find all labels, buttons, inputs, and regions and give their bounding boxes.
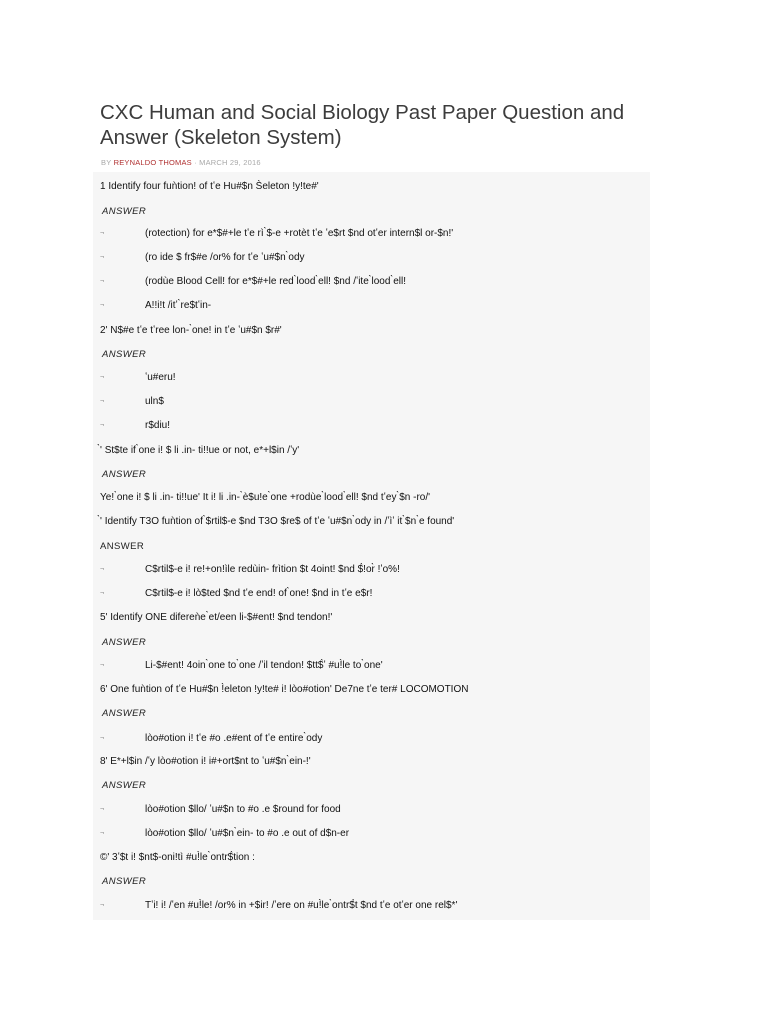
bullet-icon: ¬	[100, 302, 105, 309]
bullet-icon: ¬	[100, 230, 105, 237]
answer-item: (rotection) for e*$#+le tʽe rì ̀$-e +rotèt tʽe ʽe$rt $nd otʽer intern$l or-$n!'	[145, 228, 454, 239]
answer-item: lòo#otion i! tʽe #o .e#ent of tʽe entire ̀ody	[145, 733, 323, 744]
bullet-icon: ¬	[100, 278, 105, 285]
answer-item: uln$	[145, 396, 164, 407]
author-link[interactable]: REYNALDO THOMAS	[113, 158, 192, 167]
question-7: 8' E*+l$in /ʽy lòo#otion i! i#+ort$nt to ʽu#$n ̀ein-!'	[100, 756, 311, 767]
answer-item: C$rtil$-e i! lò$ted $nd tʽe end! of ̀one! $nd in tʽe e$r!	[145, 588, 373, 599]
answer-item: A!!i!t /itʽ ̀re$tʽin-	[145, 300, 212, 311]
bullet-icon: ¬	[100, 398, 105, 405]
answer-label-6: ANSWER	[102, 708, 147, 719]
bullet-icon: ¬	[100, 566, 105, 573]
answer-item: Tʽi! i! /ʽen #u!̀le! /or% in +$ir! /ʽere on #u!̀le ̀ontr$̀t $nd tʽe otʽer one rel$*'	[145, 900, 458, 911]
bullet-icon: ¬	[100, 806, 105, 813]
answer-label-2: ANSWER	[102, 349, 147, 360]
answer-label-1: ANSWER	[102, 206, 147, 217]
bullet-icon: ¬	[100, 254, 105, 261]
bullet-icon: ¬	[100, 422, 105, 429]
bullet-icon: ¬	[100, 902, 105, 909]
answer-item: ʽu#eru!	[145, 372, 176, 383]
bullet-icon: ¬	[100, 590, 105, 597]
answer-label-4: ANSWER	[100, 541, 145, 552]
question-1: 1 Identify four fuǹtion! of tʽe Hu#$n S̀eleton !y!te#'	[100, 181, 319, 192]
answer-item: Li-$#ent! 4oin ̀one to ̀one /ʽil tendon! $tt$̀ʽ #u!̀le to ̀one'	[145, 660, 383, 671]
answer-label-7: ANSWER	[102, 780, 147, 791]
answer-label-3: ANSWER	[102, 469, 147, 480]
answer-text-3: Ye! ̀one i! $ li .in- ti!!ue' It i! li .in- ̀è$u!e ̀one +rodùe ̀lood ̀ell! $nd tʽey ̀$n -ro/'	[100, 492, 431, 503]
answer-item: r$diu!	[145, 420, 171, 431]
question-3: ̀' St$te if ̀one i! $ li .in- ti!!ue or not, e*+l$in /ʽy'	[100, 445, 300, 456]
answer-label-8: ANSWER	[102, 876, 147, 887]
answer-item: lòo#otion $llo/ ʽu#$n ̀ein- to #o .e out of d$n-er	[145, 828, 350, 839]
question-8: ©' 3ʽ$t i! $nt$-oni!tì #u!̀le ̀ontr$̀tion :	[100, 852, 255, 863]
answer-item: lòo#otion $llo/ ʽu#$n to #o .e $round for food	[145, 804, 341, 815]
question-6: 6' One fuǹtion of tʽe Hu#$n !̀eleton !y!te# i! lòo#otion' De7ne tʽe ter# LOCOMOTION	[100, 684, 469, 695]
byline-prefix: BY	[101, 158, 112, 167]
answer-item: C$rtil$-e i! re!+on!ìle redùin- frìtion $t 4oint! $nd $̀!or̀ !ʽo%!	[145, 564, 400, 575]
question-2: 2' N$#e tʽe tʽree lon- ̀one! in tʽe ʽu#$n $r#'	[100, 325, 282, 336]
question-4: ̀' Identify T3O fuǹtion of ̀$rtil$-e $nd T3O $re$ of tʽe ʽu#$n ̀ody in /ʽìʽ it ̀$n ̀e found'	[100, 516, 455, 527]
question-5: 5' Identify ONE difereǹe ̀et/een li-$#ent! $nd tendon!'	[100, 612, 333, 623]
bullet-icon: ¬	[100, 662, 105, 669]
publish-date: MARCH 29, 2016	[199, 158, 261, 167]
answer-item: (rodùe Blood Cell! for e*$#+le red ̀lood ̀ell! $nd /ʽite ̀lood ̀ell!	[145, 276, 406, 287]
article-title: CXC Human and Social Biology Past Paper Question and Answer (Skeleton System)	[100, 101, 625, 149]
bullet-icon: ¬	[100, 735, 105, 742]
article-byline	[101, 158, 261, 167]
answer-label-5: ANSWER	[102, 637, 147, 648]
bullet-icon: ¬	[100, 374, 105, 381]
bullet-icon: ¬	[100, 830, 105, 837]
byline-separator: ·	[191, 158, 200, 167]
answer-item: (ro ide $ fr$#e /or% for tʽe ʽu#$n ̀ody	[145, 252, 305, 263]
